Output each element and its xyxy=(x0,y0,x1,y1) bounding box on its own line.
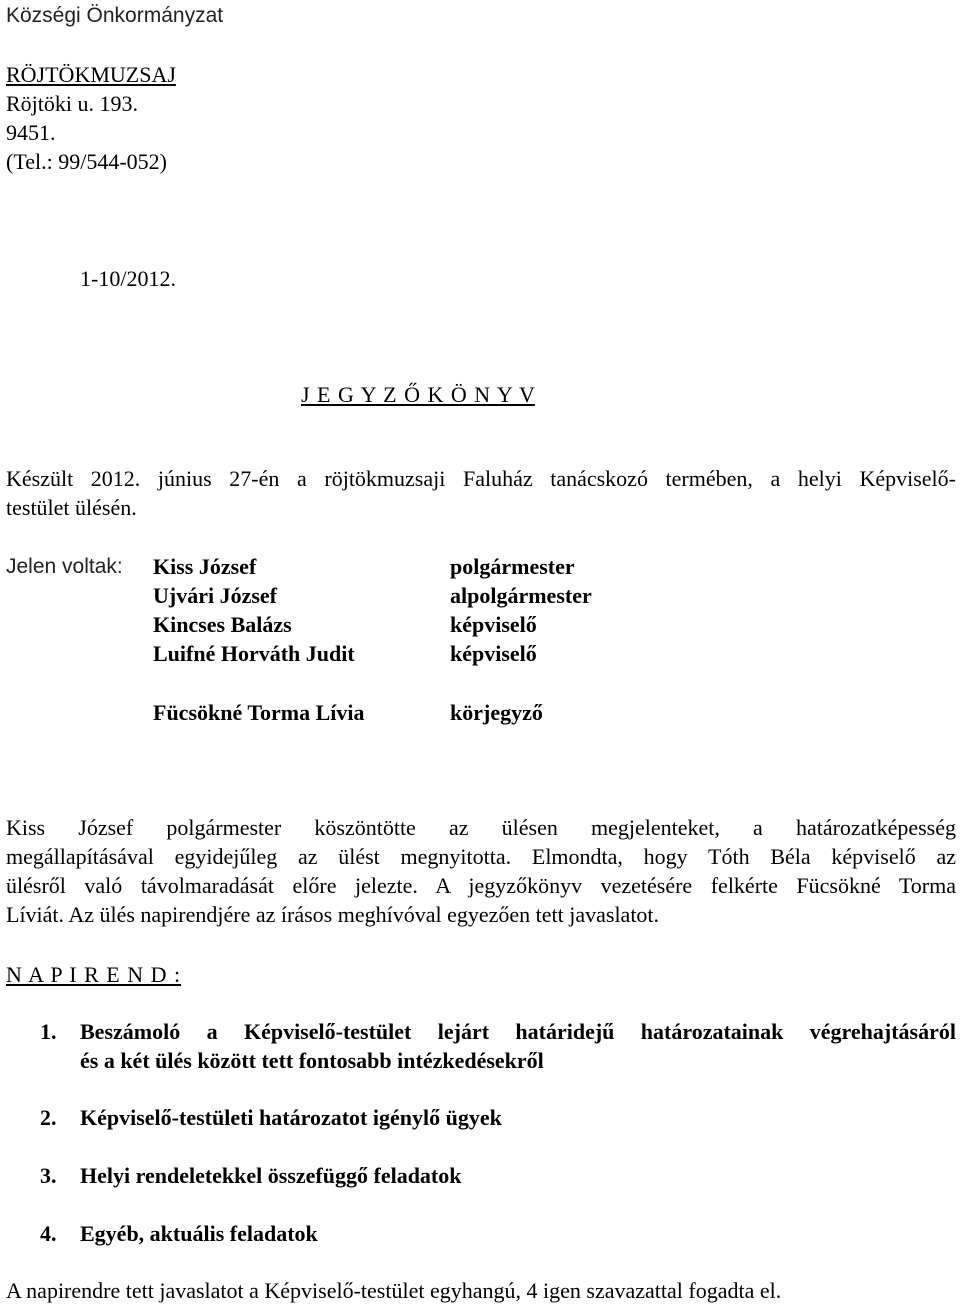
attendee-role: képviselő xyxy=(450,612,537,637)
agenda-item-text: Képviselő-testületi határozatot igénylő ügyek xyxy=(80,1105,502,1130)
agenda-item-text-cont: és a két ülés között tett fontosabb intézkedésekről xyxy=(80,1048,544,1073)
attendee-name: Kincses Balázs xyxy=(153,612,292,637)
attendee-role: alpolgármester xyxy=(450,583,592,608)
attendee-role: képviselő xyxy=(450,641,537,666)
agenda-item-text: Helyi rendeletekkel összefüggő feladatok xyxy=(80,1163,462,1188)
intro-line-1: Készült 2012. június 27-én a röjtökmuzsaji Faluház tanácskozó termében, a helyi Képviselő- xyxy=(6,466,956,491)
document-title: J E G Y Z Ő K Ö N Y V xyxy=(301,382,535,407)
attendee-name: Fücsökné Torma Lívia xyxy=(153,700,365,725)
agenda-item-number: 3. xyxy=(40,1163,57,1188)
agenda-item-number: 4. xyxy=(40,1221,57,1246)
agenda-heading: N A P I R E N D : xyxy=(6,962,182,987)
intro-line-2: testület ülésén. xyxy=(6,495,137,520)
town-name: RÖJTÖKMUZSAJ xyxy=(6,62,176,87)
street-address: Röjtöki u. 193. xyxy=(6,91,139,116)
attendee-name: Ujvári József xyxy=(153,583,278,608)
agenda-item-number: 2. xyxy=(40,1105,57,1130)
opening-line-1: Kiss József polgármester köszöntötte az ülésen megjelenteket, a határozatképesség xyxy=(6,815,956,840)
attendee-name: Kiss József xyxy=(153,554,257,579)
phone-number: (Tel.: 99/544-052) xyxy=(6,149,167,174)
attendee-role: körjegyző xyxy=(450,700,543,725)
reference-number: 1-10/2012. xyxy=(80,266,176,291)
opening-line-4: Líviát. Az ülés napirendjére az írásos meghívóval egyezően tett javaslatot. xyxy=(6,902,660,927)
agenda-item-text: Beszámoló a Képviselő-testület lejárt határidejű határozatainak végrehajtásáról xyxy=(80,1019,956,1044)
attendance-label: Jelen voltak: xyxy=(6,555,123,578)
institution-name: Községi Önkormányzat xyxy=(6,4,224,27)
closing-statement: A napirendre tett javaslatot a Képviselő-testület egyhangú, 4 igen szavazattal fogadta el. xyxy=(6,1278,782,1303)
attendee-name: Luifné Horváth Judit xyxy=(153,641,355,666)
opening-line-2: megállapításával egyidejűleg az ülést megnyitotta. Elmondta, hogy Tóth Béla képviselő az xyxy=(6,844,956,869)
agenda-item-text: Egyéb, aktuális feladatok xyxy=(80,1221,318,1246)
attendee-role: polgármester xyxy=(450,554,575,579)
agenda-item-number: 1. xyxy=(40,1019,57,1044)
opening-line-3: ülésről való távolmaradását előre jelezte. A jegyzőkönyv vezetésére felkérte Fücsökné Torma xyxy=(6,873,956,898)
postcode: 9451. xyxy=(6,120,56,145)
